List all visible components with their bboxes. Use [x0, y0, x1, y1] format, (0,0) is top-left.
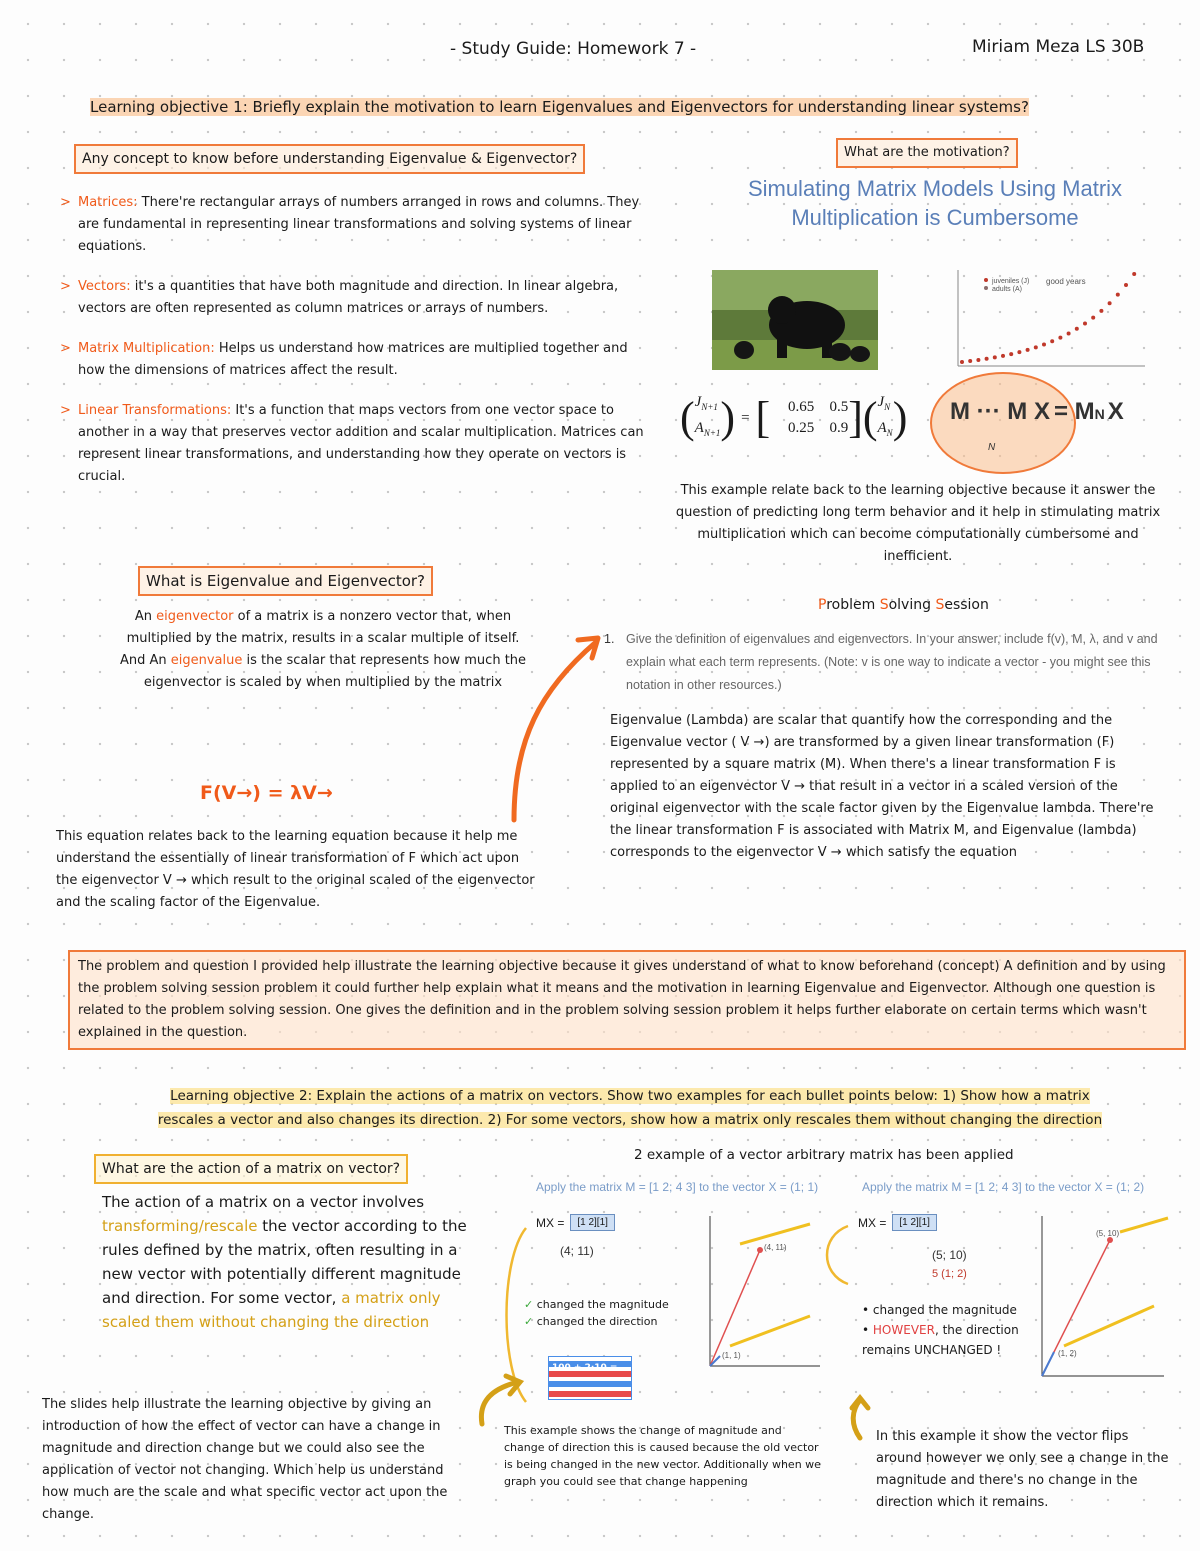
- ps-heading-part: roblem: [826, 597, 880, 613]
- page-title: - Study Guide: Homework 7 -: [450, 39, 697, 59]
- ex2-mx-label: MX =: [858, 1215, 887, 1230]
- eq-lhs-top-sub: N+1: [701, 402, 718, 412]
- scatter-point: [960, 360, 964, 364]
- ex2-bullet: changed the magnitude: [872, 1303, 1017, 1317]
- problem-answer: Eigenvalue (Lambda) are scalar that quantify how the corresponding and the Eigenvalue vector ( V →) are transformed by a given linear transformation (F) represented by a square matrix (M). When there's a linear transformation F is applied to an eigenvector V → that result in a vector in a scaled version of the original eigenvector with the scale factor given by the Eigenvalue lambda. There're the linear transformation F is associated with Matrix M, and Eigenvalue (lambda) corresponds to the eigenvector V → which satisfy the equation: [610, 713, 1154, 860]
- lo2-title-line: rescales a vector and also changes its direction. 2) For some vectors, show how a matrix only rescales them without changing the direction: [157, 1112, 1103, 1128]
- ps-heading-part: S: [935, 597, 945, 613]
- scatter-point: [1075, 327, 1079, 331]
- eig-def-part: of a matrix is a nonzero vector that, when multiplied by the matrix, results in a scalar multiple of itself. And An: [119, 609, 520, 668]
- ex2-orig-label: (1, 2): [1058, 1349, 1077, 1358]
- problem-question: [604, 628, 1164, 697]
- eq-rhs-bot-sub: N: [886, 428, 893, 438]
- concept-item: > Vectors: it's a quantities that have both magnitude and direction. In linear algebra, vectors are often represented as column matrices or arrays of numbers.: [60, 279, 619, 316]
- eq-lhs-bot: A: [694, 420, 704, 436]
- scatter-legend: [984, 277, 1086, 293]
- scatter-point: [1042, 342, 1046, 346]
- matrix-cell: 0.25: [787, 420, 815, 436]
- lo1-title: Learning objective 1: Briefly explain the motivation to learn Eigenvalues and Eigenvectors for understanding linear systems?: [90, 98, 1029, 116]
- author-name: Miriam Meza LS 30B: [972, 37, 1145, 57]
- concept-text: It's a function that maps vectors from one vector space to another in a way that preserves vector addition and scalar multiplication. Matrices can represent linear transformations, and understanding how they operate on vectors is crucial.: [78, 403, 644, 484]
- ex2-bullet: , the direction remains UNCHANGED !: [862, 1323, 1019, 1357]
- legend-juveniles: juveniles (J): [992, 278, 1030, 285]
- ps-heading-part: P: [818, 597, 827, 613]
- scatter-point: [1009, 352, 1013, 356]
- pointer-arrow-icon: [470, 1370, 530, 1430]
- scatter-point: [1034, 345, 1038, 349]
- scatter-point: [1099, 309, 1103, 313]
- ex1-note: This example shows the change of magnitude and change of direction this is caused because the old vector is being changed in the new vector. Additionally when we graph you could see that change happening: [504, 1424, 821, 1488]
- mm-right: = M: [1053, 398, 1095, 425]
- curly-arrow-icon: [814, 1220, 854, 1290]
- matrix-cell: 0.65: [787, 399, 815, 415]
- scatter-point: [1091, 316, 1095, 320]
- concept-list: [60, 192, 660, 488]
- ex1-check: changed the direction: [536, 1315, 658, 1328]
- action-text: the vector according to the rules defined by the matrix, often resulting in a new vector with potentially different magnitude and direction. For some vector,: [102, 1217, 467, 1307]
- eigen-heading: What is Eigenvalue and Eigenvector?: [138, 566, 433, 596]
- ex1-check: changed the magnitude: [536, 1298, 669, 1311]
- legend-good-years: good years: [1046, 277, 1086, 286]
- lo2-title: [100, 1084, 1160, 1132]
- eq-rhs-bot: A: [877, 420, 887, 436]
- lo2-title-line: Learning objective 2: Explain the actions of a matrix on vectors. Show two examples for each bullet points below: 1) Show how a matrix: [170, 1088, 1090, 1104]
- ex1-result: (4; 11): [560, 1244, 594, 1258]
- ex2-bullet-emph: HOWEVER: [872, 1323, 935, 1337]
- eq-rhs-top-sub: N: [884, 402, 891, 412]
- matrix-cell: 0.5: [829, 399, 849, 415]
- eigen-formula: F(V→) = λV→: [200, 782, 333, 804]
- ex1-calc: 100 + 2·10 = ...: [552, 1363, 631, 1373]
- action-heading: What are the action of a matrix on vector?: [94, 1154, 408, 1184]
- mm-x: X: [1107, 398, 1124, 425]
- matrix-equation: ( $J_{N+1}$ $A_{N+1}$ ) = [ 0.65 0.5 0.25 0.9 ] ( $J_N$ $A_N$ ): [680, 393, 908, 442]
- eig-def-part: is the scalar that represents how much the eigenvector is scaled by when multiplied by the matrix: [143, 653, 527, 690]
- action-highlight: transforming/rescale: [102, 1217, 258, 1235]
- ex1-orig-label: (1, 1): [722, 1351, 741, 1360]
- ex2-title: Apply the matrix M = [1 2; 4 3] to the vector X = (1; 2): [862, 1180, 1145, 1194]
- summary-box: The problem and question I provided help illustrate the learning objective because it gives understand of what to know beforehand (concept) A definition and by using the problem solving session problem it could further help explain what it means and the motivation in learning Eigenvalue and Eigenvector. Although one question is related to the problem solving session. One gives the definition and in the problem solving session problem it helps further elaborate on certain terms which wasn't explained in the question.: [68, 950, 1186, 1050]
- scatter-point: [1083, 322, 1087, 326]
- ex1-graph: [690, 1206, 830, 1386]
- concept-term: Vectors:: [78, 279, 131, 294]
- concept-item: > Matrix Multiplication: Helps us understand how matrices are multiplied together and how the dimensions of matrices affect the result.: [60, 341, 628, 378]
- scatter-point: [993, 355, 997, 359]
- motivation-note: This example relate back to the learning objective because it answer the question of predicting long term behavior and it help in stimulating matrix multiplication which can become computationally cumbersome and inefficient.: [675, 483, 1161, 564]
- ps-heading-part: ession: [944, 597, 989, 613]
- action-text: The action of a matrix on a vector involves: [102, 1193, 425, 1211]
- population-scatter: [940, 266, 1150, 382]
- ex2-mx: MX = [1 2][1]: [858, 1214, 937, 1231]
- ex2-scale: 5 (1; 2): [932, 1268, 967, 1280]
- ex2-result: (5; 10): [932, 1248, 967, 1262]
- mm-sup: N: [1094, 406, 1105, 422]
- concept-term: Linear Transformations:: [78, 403, 232, 418]
- ex1-point-label: (4, 11): [764, 1243, 787, 1252]
- concept-text: There're rectangular arrays of numbers arranged in rows and columns. They are fundamental in representing linear transformations and solving systems of linear equations.: [78, 195, 640, 254]
- concept-item: > Matrices: There're rectangular arrays of numbers arranged in rows and columns. They are fundamental in representing linear transformations and solving systems of linear equations.: [60, 195, 640, 254]
- problem-solving-heading: [818, 594, 989, 616]
- concepts-heading: Any concept to know before understanding Eigenvalue & Eigenvector?: [74, 144, 585, 174]
- scatter-point: [1001, 354, 1005, 358]
- formula-note: This equation relates back to the learning equation because it help me understand the essentially of linear transformation of F which act upon the eigenvector V → which result to the original scaled of the eigenvector and the scaling factor of the Eigenvalue.: [56, 829, 535, 910]
- bear-photo: [712, 270, 878, 370]
- scatter-point: [1050, 339, 1054, 343]
- scatter-point: [1017, 350, 1021, 354]
- ex1-title: Apply the matrix M = [1 2; 4 3] to the vector X = (1; 1): [536, 1180, 819, 1194]
- legend-adults: adults (A): [992, 286, 1022, 293]
- matrix-cell: 0.9: [829, 420, 849, 436]
- concept-term: Matrices:: [78, 195, 138, 210]
- concept-text: Helps us understand how matrices are multiplied together and how the dimensions of matrices affect the result.: [78, 341, 628, 378]
- underbrace-label: N: [988, 442, 996, 453]
- scatter-point: [976, 358, 980, 362]
- concept-text: it's a quantities that have both magnitude and direction. In linear algebra, vectors are often represented as column matrices or arrays of numbers.: [78, 279, 619, 316]
- eig-word-value: eigenvalue: [170, 653, 243, 668]
- eig-def-part: An: [134, 609, 157, 624]
- ex1-mx: MX = [1 2][1]: [536, 1214, 615, 1231]
- slide-title-line: Multiplication is Cumbersome: [791, 205, 1079, 230]
- ex2-note: In this example it show the vector flips around however we only see a change in the magnitude and there's no change in the direction which it remains.: [876, 1429, 1169, 1510]
- action-highlight: a matrix only scaled them without changing the direction: [102, 1289, 441, 1331]
- scatter-point: [985, 357, 989, 361]
- eigen-definition: [118, 606, 528, 694]
- example-heading: 2 example of a vector arbitrary matrix has been applied: [634, 1147, 1014, 1163]
- eq-lhs-bot-sub: N+1: [703, 428, 721, 438]
- scatter-point: [1058, 336, 1062, 340]
- ps-heading-part: olving: [888, 597, 936, 613]
- slide-title-line: Simulating Matrix Models Using Matrix: [747, 176, 1123, 201]
- concept-item: > Linear Transformations: It's a function that maps vectors from one vector space to another in a way that preserves vector addition and scalar multiplication. Matrices can represent linear transformations, and understanding how they operate on vectors is crucial.: [60, 403, 644, 484]
- ex2-bullets: • changed the magnitude • HOWEVER, the direction remains UNCHANGED !: [862, 1303, 1019, 1357]
- slide-title: [690, 174, 1180, 232]
- ps-heading-part: S: [879, 597, 889, 613]
- slides-note: The slides help illustrate the learning objective by giving an introduction of how the effect of vector can have a change in magnitude and direction change but we could also see the application of vector not changing. Which help us understand how much are the scale and what specific vector act upon the change.: [42, 1397, 448, 1522]
- ex2-graph: [1024, 1206, 1174, 1386]
- matrix-power-equation: [950, 398, 1124, 426]
- eq-lhs-top: J: [694, 394, 702, 410]
- ex2-point-label: (5, 10): [1096, 1229, 1120, 1238]
- question-text: Give the definition of eigenvalues and eigenvectors. In your answer, include f(v), M, λ, and v and explain what each term represents. (Note: v is one way to indicate a vector - you might see this notation in other resources.): [626, 632, 1158, 692]
- scatter-point: [1026, 348, 1030, 352]
- curved-arrow-icon: [500, 630, 610, 830]
- scatter-point: [1132, 272, 1136, 276]
- mm-left: M ··· M X: [950, 398, 1050, 425]
- eq-rhs-top: J: [877, 394, 885, 410]
- motivation-heading: What are the motivation?: [836, 138, 1018, 168]
- scatter-point: [1067, 331, 1071, 335]
- scatter-point: [1116, 293, 1120, 297]
- scatter-point: [1108, 301, 1112, 305]
- ex1-mx-label: MX =: [536, 1215, 565, 1230]
- action-body: [102, 1190, 484, 1334]
- scatter-point: [968, 359, 972, 363]
- concept-term: Matrix Multiplication:: [78, 341, 215, 356]
- pointer-arrow-icon: [846, 1394, 876, 1444]
- scatter-point: [1124, 283, 1128, 287]
- eig-word-vector: eigenvector: [156, 609, 234, 624]
- question-number: 1.: [604, 632, 615, 646]
- ex1-checks: ✓ changed the magnitude ✓ changed the direction: [524, 1298, 669, 1328]
